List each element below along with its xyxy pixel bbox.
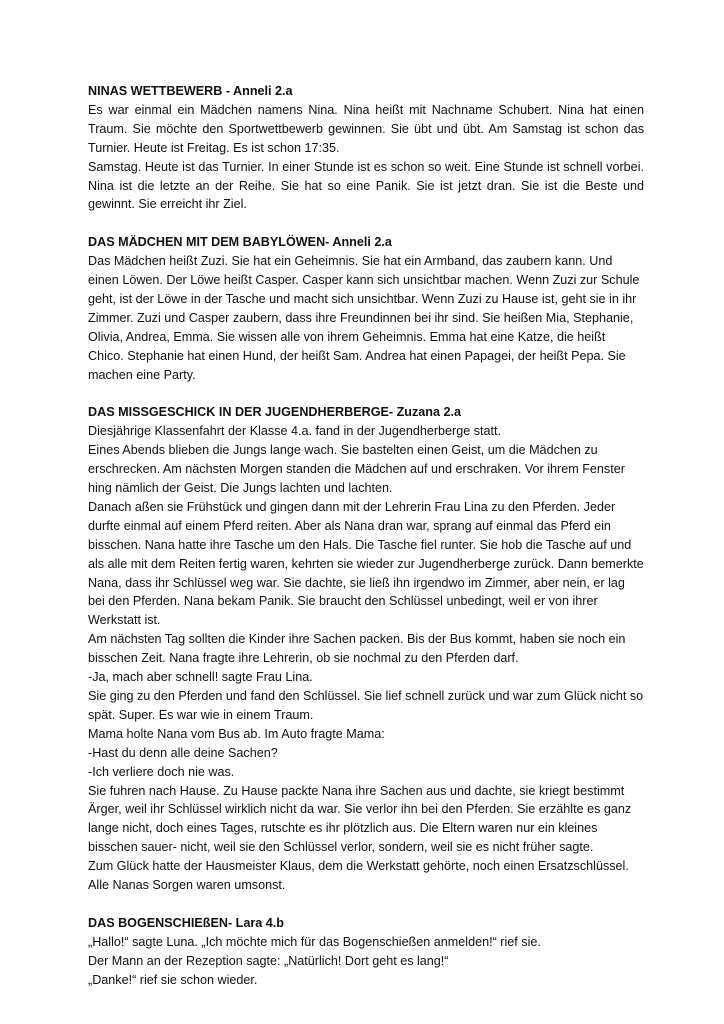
story-paragraph: Samstag. Heute ist das Turnier. In einer Stunde ist es schon so weit. Eine Stunde ist schnell vorbei. Nina ist die letzte an der Reihe. Sie hat so eine Panik. Sie ist jetzt dran. Sie ist die Beste und gewinnt. Sie erreicht ihr Ziel. <box>88 159 644 212</box>
story-paragraph: Diesjährige Klassenfahrt der Klasse 4.a. fand in der Jugendherberge statt. <box>88 424 502 439</box>
story-title: NINAS WETTBEWERB - Anneli 2.a <box>88 84 293 98</box>
story-paragraph: -Hast du denn alle deine Sachen? <box>88 745 278 760</box>
story-paragraph: -Ich verliere doch nie was. <box>88 764 235 779</box>
story-paragraph: Zum Glück hatte der Hausmeister Klaus, dem die Werkstatt gehörte, noch einen Ersatzschlüssel. Alle Nanas Sorgen waren umsonst. <box>88 859 629 893</box>
story-missgeschick-jugendherberge <box>88 403 644 895</box>
story-maedchen-mit-babyloewen <box>88 233 644 384</box>
story-paragraph: Der Mann an der Rezeption sagte: „Natürlich! Dort geht es lang!“ <box>88 953 449 968</box>
story-paragraph: Das Mädchen heißt Zuzi. Sie hat ein Geheimnis. Sie hat ein Armband, das zaubern kann. Und einen Löwen. Der Löwe heißt Casper. Casper kann sich unsichtbar machen. Wenn Zuzi zur Schule geht, ist der Löwe in der Tasche und macht sich unsichtbar. Wenn Zuzi zu Hause ist, geht sie in ihr Zimmer. Zuzi und Casper zaubern, dass ihre Freundinnen bei ihr sind. Sie heißen Mia, Stephanie, Olivia, Andrea, Emma. Sie wissen alle von ihrem Geheimnis. Emma hat eine Katze, die heißt Chico. Stephanie hat einen Hund, der heißt Sam. Andrea hat einen Papagei, der heißt Pepa. Sie machen eine Party. <box>88 254 640 382</box>
story-paragraph: „Danke!“ rief sie schon wieder. <box>88 972 258 987</box>
story-paragraph: Mama holte Nana vom Bus ab. Im Auto fragte Mama: <box>88 726 385 741</box>
story-paragraph: „Hallo!“ sagte Luna. „Ich möchte mich für das Bogenschießen anmelden!“ rief sie. <box>88 934 541 949</box>
story-title: DAS MÄDCHEN MIT DEM BABYLÖWEN- Anneli 2.a <box>88 235 392 250</box>
story-paragraph: Es war einmal ein Mädchen namens Nina. Nina heißt mit Nachname Schubert. Nina hat einen Traum. Sie möchte den Sportwettbewerb gewinnen. Sie übt und übt. Am Samstag ist schon das Turnier. Heute ist Freitag. Es ist schon 17:35. <box>88 102 644 155</box>
story-paragraph: Eines Abends blieben die Jungs lange wach. Sie bastelten einen Geist, um die Mädchen zu erschrecken. Am nächsten Morgen standen die Mädchen auf und erschraken. Vor ihrem Fenster hing nämlich der Geist. Die Jungs lachten und lachten. <box>88 443 625 495</box>
story-paragraph: Sie fuhren nach Hause. Zu Hause packte Nana ihre Sachen aus und dachte, sie kriegt bestimmt Ärger, weil ihr Schlüssel wirklich nicht da war. Sie verlor ihn bei den Pferden. Sie erzählte es ganz lange nicht, doch eines Tages, rutschte es ihr plötzlich aus. Die Eltern waren nur ein kleines bisschen sauer- nicht, weil sie den Schlüssel verlor, sondern, weil sie es nicht früher sagte. <box>88 783 632 855</box>
story-paragraph: -Ja, mach aber schnell! sagte Frau Lina. <box>88 670 313 685</box>
story-ninas-wettbewerb <box>88 82 644 214</box>
story-title: DAS MISSGESCHICK IN DER JUGENDHERBERGE- Zuzana 2.a <box>88 405 461 420</box>
story-title: DAS BOGENSCHIEßEN- Lara 4.b <box>88 915 284 930</box>
story-paragraph: Danach aßen sie Frühstück und gingen dann mit der Lehrerin Frau Lina zu den Pferden. Jeder durfte einmal auf einem Pferd reiten. Aber als Nana dran war, sprang auf einmal das Pferd ein bisschen. Nana hatte ihre Tasche um den Hals. Die Tasche fiel runter. Sie hob die Tasche auf und als alle mit dem Reiten fertig waren, kehrten sie wieder zur Jugendherberge zurück. Dann bemerkte Nana, dass ihr Schlüssel weg war. Sie dachte, sie ließ ihn irgendwo im Zimmer, aber nein, er lag bei den Pferden. Nana bekam Panik. Sie braucht den Schlüssel unbedingt, weil er von ihrer Werkstatt ist. <box>88 499 644 628</box>
story-bogenschiessen <box>88 914 644 990</box>
story-paragraph: Am nächsten Tag sollten die Kinder ihre Sachen packen. Bis der Bus kommt, haben sie noch ein bisschen Zeit. Nana fragte ihre Lehrerin, ob sie nochmal zu den Pferden darf. <box>88 632 626 666</box>
story-paragraph: Sie ging zu den Pferden und fand den Schlüssel. Sie lief schnell zurück und war zum Glück nicht so spät. Super. Es war wie in einem Traum. <box>88 688 644 722</box>
